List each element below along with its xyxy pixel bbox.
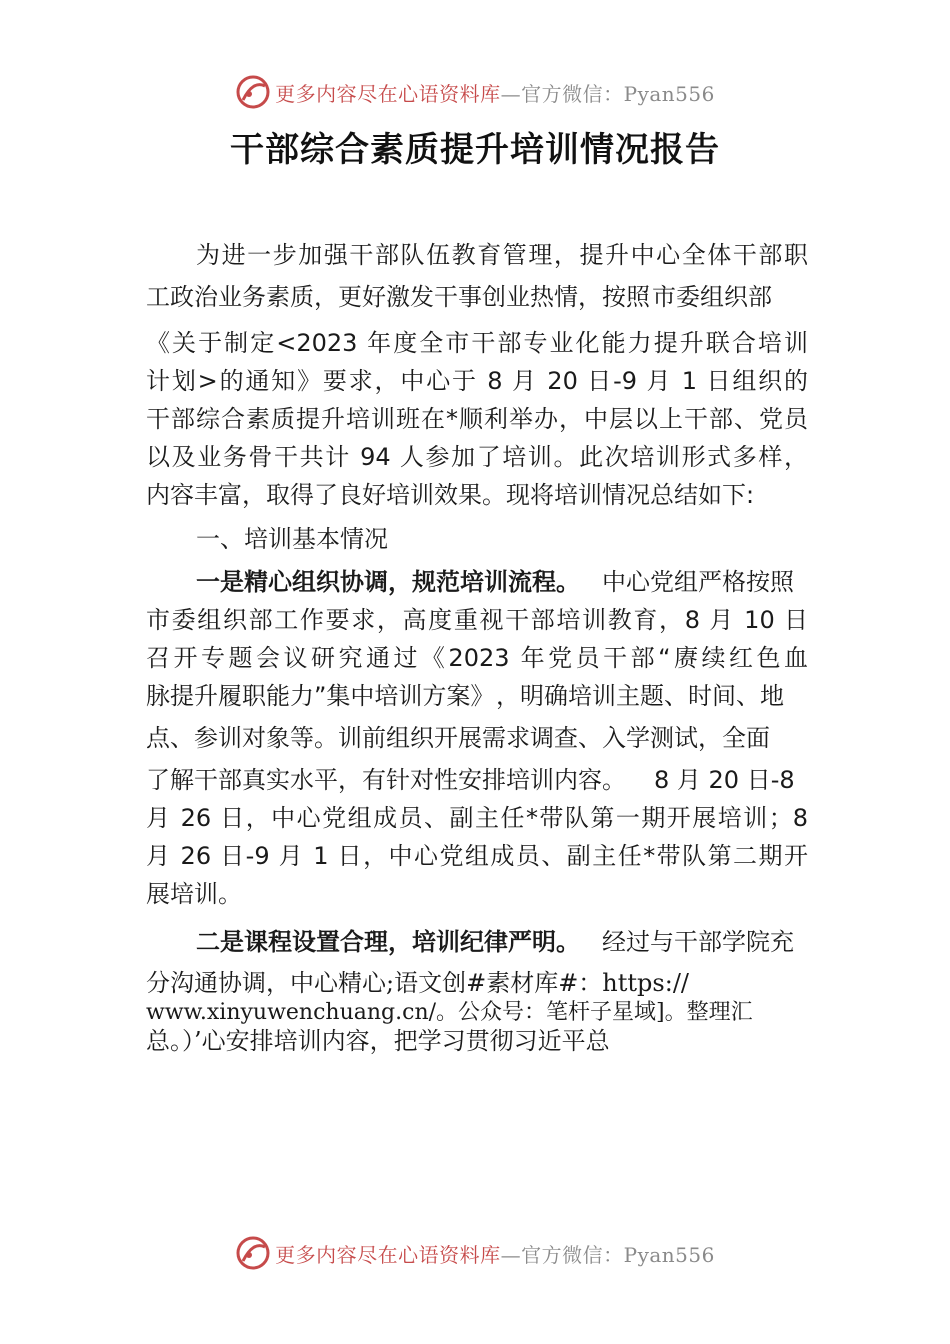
paragraph-lead: 一是精心组织协调，规范培训流程。 <box>196 568 580 596</box>
text-line: 为进一步加强干部队伍教育管理，提升中心全体干部职 <box>196 241 808 269</box>
text-line: 中心党组严格按照 <box>602 568 794 596</box>
text-line: 干部综合素质提升培训班在*顺利举办，中层以上干部、党员 <box>146 405 808 433</box>
brand-logo-icon <box>235 74 271 110</box>
header-banner-text <box>275 78 715 107</box>
text-line: 内容丰富，取得了良好培训效果。现将培训情况总结如下: <box>146 481 755 509</box>
text-line: 《关于制定<2023 年度全市干部专业化能力提升联合培训 <box>146 329 808 357</box>
text-line: 市委组织部 <box>652 283 772 311</box>
footer-banner-gray: —官方微信：Pyan556 <box>500 1242 715 1267</box>
text-line: 计划>的通知》要求，中心于 8 月 20 日-9 月 1 日组织的 <box>146 367 808 395</box>
text-line: 月 26 日-9 月 1 日，中心党组成员、副主任*带队第二期开 <box>146 842 808 870</box>
footer-banner <box>0 1233 950 1273</box>
brand-logo-icon <box>235 1235 271 1271</box>
header-banner <box>0 72 950 112</box>
text-line: www.xinyuwenchuang.cn/。公众号：笔杆子星域]。整理汇 <box>146 1000 753 1025</box>
paragraph-lead: 二是课程设置合理，培训纪律严明。 <box>196 928 580 956</box>
section-heading: 一、培训基本情况 <box>196 525 388 553</box>
footer-banner-text <box>275 1239 715 1268</box>
text-line: 展培训。 <box>146 880 242 908</box>
footer-banner-red: 更多内容尽在心语资料库 <box>275 1242 501 1267</box>
text-line: 市委组织部工作要求，高度重视干部培训教育，8 月 10 日 <box>146 606 808 634</box>
text-line: ，明确培训主题、时间、地 <box>496 682 784 710</box>
text-line: 总。）’心安排培训内容，把学习贯彻习近平总 <box>146 1027 610 1055</box>
document-title: 干部综合素质提升培训情况报告 <box>230 130 720 170</box>
text-line: 了解干部真实水平，有针对性安排培训内容。 <box>146 766 626 794</box>
header-banner-red: 更多内容尽在心语资料库 <box>275 81 501 106</box>
text-line: 以及业务骨干共计 94 人参加了培训。此次培训形式多样， <box>146 443 808 471</box>
text-line: 8 月 20 日-8 <box>654 766 795 794</box>
text-line: 工政治业务素质，更好激发干事创业热情，按照 <box>146 283 650 311</box>
text-line: 月 26 日，中心党组成员、副主任*带队第一期开展培训；8 <box>146 804 808 832</box>
header-banner-gray: —官方微信：Pyan556 <box>500 81 715 106</box>
text-line: 脉提升履职能力”集中培训方案》 <box>146 682 495 710</box>
text-line: 经过与干部学院充 <box>602 928 794 956</box>
text-line: 点、参训对象等。训前组织开展需求调查、入学测试，全面 <box>146 724 770 752</box>
text-line: 召开专题会议研究通过《2023 年党员干部“赓续红色血 <box>146 644 808 672</box>
text-line: 分沟通协调，中心精心;语文创#素材库#：https:// <box>146 969 689 997</box>
